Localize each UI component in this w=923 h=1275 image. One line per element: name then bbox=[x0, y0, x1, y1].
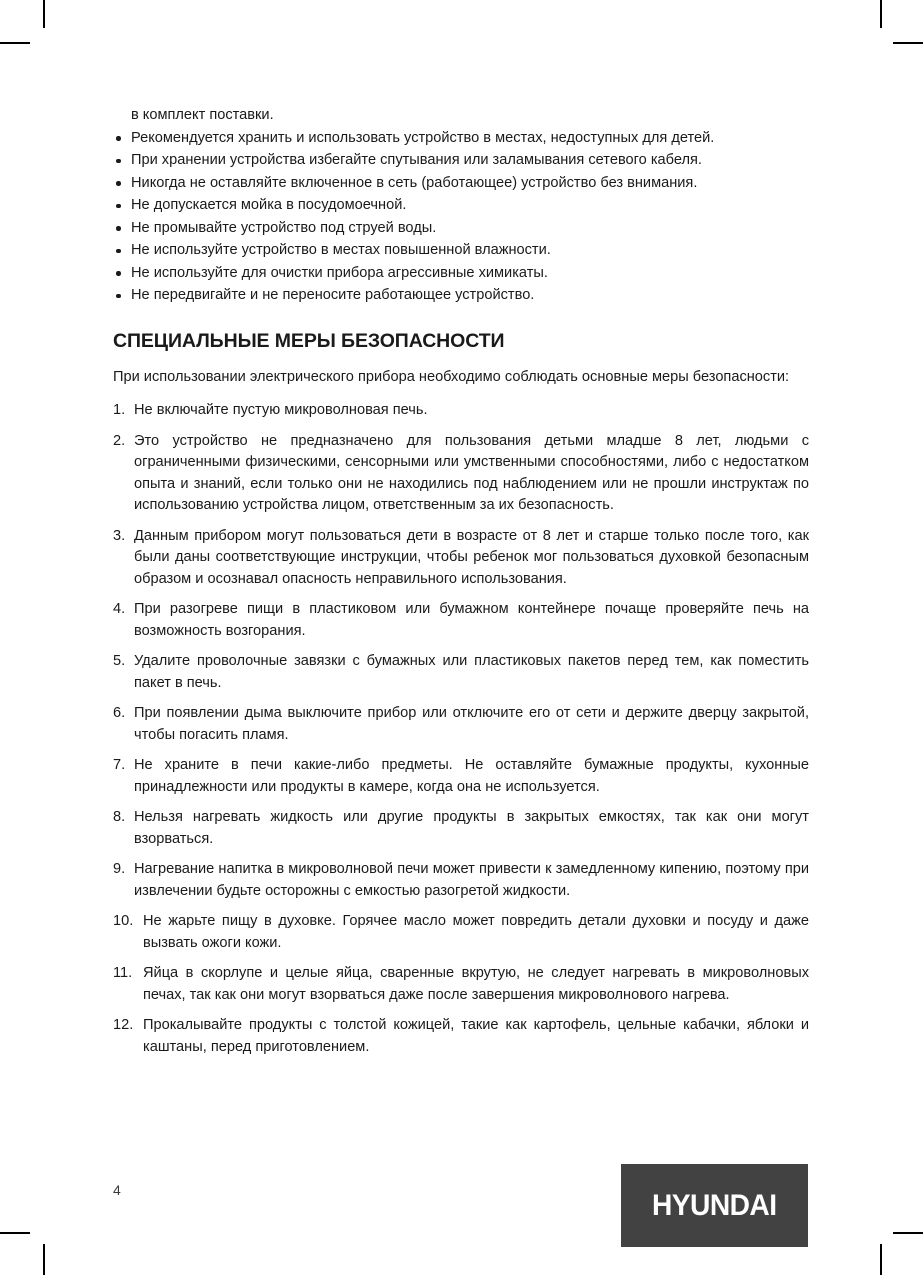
list-item-text: Данным прибором могут пользоваться дети в возрасте от 8 лет и старше только после того, как были даны соответствующие инструкции, чтобы ребенок мог пользоваться духовкой безопасным образом и осознавал опасность неправильного использования. bbox=[134, 527, 809, 587]
crop-mark-top-left-vertical bbox=[43, 0, 45, 28]
list-item bbox=[113, 703, 809, 746]
list-item-text: Яйца в скорлупе и целые яйца, сваренные вкрутую, не следует нагревать в микроволновых печах, так как они могут взорваться даже после завершения микроволнового нагрева. bbox=[143, 965, 809, 1003]
brand-logo-text: HYUNDAI bbox=[652, 1188, 777, 1222]
bullet-dot-icon bbox=[116, 249, 121, 254]
list-item-text: Не жарьте пищу в духовке. Горячее масло может повредить детали духовки и посуду и даже вызвать ожоги кожи. bbox=[143, 913, 809, 951]
list-item bbox=[113, 400, 809, 422]
bullet-item-text: Не используйте для очистки прибора агрессивные химикаты. bbox=[131, 264, 548, 281]
bullet-dot-icon bbox=[116, 136, 121, 141]
list-item-number: 4. bbox=[113, 601, 126, 617]
bullet-dot-icon bbox=[116, 271, 121, 276]
list-item bbox=[113, 963, 809, 1006]
list-item-number: 8. bbox=[113, 809, 126, 825]
list-item-number: 1. bbox=[113, 402, 126, 418]
list-item-number: 10. bbox=[113, 913, 134, 929]
crop-mark-top-left-horizontal bbox=[0, 42, 30, 44]
bullet-dot-icon bbox=[116, 181, 121, 186]
crop-mark-bottom-left-vertical bbox=[43, 1244, 45, 1275]
bullet-dot-icon bbox=[116, 294, 121, 299]
list-item bbox=[113, 859, 809, 902]
page-number: 4 bbox=[113, 1182, 121, 1198]
list-item bbox=[113, 263, 809, 285]
list-item-number: 3. bbox=[113, 527, 126, 544]
list-item-number: 9. bbox=[113, 861, 126, 877]
list-item-number: 2. bbox=[113, 432, 126, 449]
list-item bbox=[113, 285, 809, 307]
crop-mark-bottom-right-vertical bbox=[880, 1244, 882, 1275]
list-item bbox=[113, 150, 809, 172]
brand-logo bbox=[621, 1164, 808, 1247]
list-item-text: Нагревание напитка в микроволновой печи может привести к замедленному кипению, поэтому при извлечении будьте осторожны с емкостью разогретой жидкости. bbox=[134, 861, 809, 899]
bullet-item-text: Не допускается мойка в посудомоечной. bbox=[131, 197, 407, 213]
list-item-number: 7. bbox=[113, 757, 126, 773]
list-item bbox=[113, 807, 809, 850]
list-item bbox=[113, 218, 809, 240]
bullet-dot-icon bbox=[116, 204, 121, 209]
bullet-item-text: Рекомендуется хранить и использовать устройство в местах, недоступных для детей. bbox=[131, 129, 715, 146]
bullet-dot-icon bbox=[116, 226, 121, 231]
page-content bbox=[113, 105, 809, 1067]
list-item bbox=[113, 755, 809, 798]
list-item-text: Не включайте пустую микроволновая печь. bbox=[134, 402, 428, 418]
list-item bbox=[113, 240, 809, 262]
list-item-number: 6. bbox=[113, 705, 126, 721]
list-item bbox=[113, 599, 809, 642]
intro-paragraph: При использовании электрического прибора необходимо соблюдать основные меры безопасности: bbox=[113, 368, 790, 385]
crop-mark-bottom-left-horizontal bbox=[0, 1232, 30, 1234]
list-item bbox=[113, 1015, 809, 1058]
list-item bbox=[113, 911, 809, 954]
list-item-text: При разогреве пищи в пластиковом или бумажном контейнере почаще проверяйте печь на возможность возгорания. bbox=[134, 601, 809, 639]
safety-bullet-list bbox=[113, 128, 809, 307]
list-item-text: Это устройство не предназначено для пользования детьми младше 8 лет, людьми с ограниченными физическими, сенсорными или умственными способностями, либо с недостатком опыта и знаний, если только они не находились под наблюдением или не прошли инструктаж по использованию устройства лицом, ответственным за их безопасность. bbox=[134, 432, 809, 513]
bullet-item-text: Никогда не оставляйте включенное в сеть (работающее) устройство без внимания. bbox=[131, 174, 698, 191]
list-item-text: Удалите проволочные завязки с бумажных или пластиковых пакетов перед тем, как поместить пакет в печь. bbox=[134, 653, 809, 691]
section-heading: СПЕЦИАЛЬНЫЕ МЕРЫ БЕЗОПАСНОСТИ bbox=[113, 329, 505, 352]
continuation-text: в комплект поставки. bbox=[131, 107, 274, 123]
bullet-item-text: Не промывайте устройство под струей воды. bbox=[131, 219, 437, 236]
crop-mark-bottom-right-horizontal bbox=[893, 1232, 923, 1234]
list-item-text: Не храните в печи какие-либо предметы. Не оставляйте бумажные продукты, кухонные принадлежности или продукты в камере, когда она не используется. bbox=[134, 757, 809, 795]
list-item-number: 12. bbox=[113, 1017, 134, 1033]
list-item-text: При появлении дыма выключите прибор или отключите его от сети и держите дверцу закрытой, чтобы погасить пламя. bbox=[134, 705, 809, 743]
list-item-text: Нельзя нагревать жидкость или другие продукты в закрытых емкостях, так как они могут взорваться. bbox=[134, 809, 809, 847]
list-item bbox=[113, 651, 809, 694]
list-item-text: Прокалывайте продукты с толстой кожицей, такие как картофель, цельные кабачки, яблоки и каштаны, перед приготовлением. bbox=[143, 1017, 809, 1055]
list-item bbox=[113, 173, 809, 195]
bullet-item-text: Не используйте устройство в местах повышенной влажности. bbox=[131, 242, 551, 258]
list-item bbox=[113, 128, 809, 150]
crop-mark-top-right-vertical bbox=[880, 0, 882, 28]
bullet-item-text: Не передвигайте и не переносите работающее устройство. bbox=[131, 287, 535, 303]
list-item bbox=[113, 526, 809, 591]
list-item-number: 11. bbox=[113, 965, 133, 981]
special-safety-numbered-list bbox=[113, 400, 809, 1058]
bullet-dot-icon bbox=[116, 159, 121, 164]
crop-mark-top-right-horizontal bbox=[893, 42, 923, 44]
list-item-number: 5. bbox=[113, 653, 126, 669]
bullet-item-text: При хранении устройства избегайте спутывания или заламывания сетевого кабеля. bbox=[131, 152, 702, 168]
list-item bbox=[113, 195, 809, 217]
list-item bbox=[113, 431, 809, 517]
